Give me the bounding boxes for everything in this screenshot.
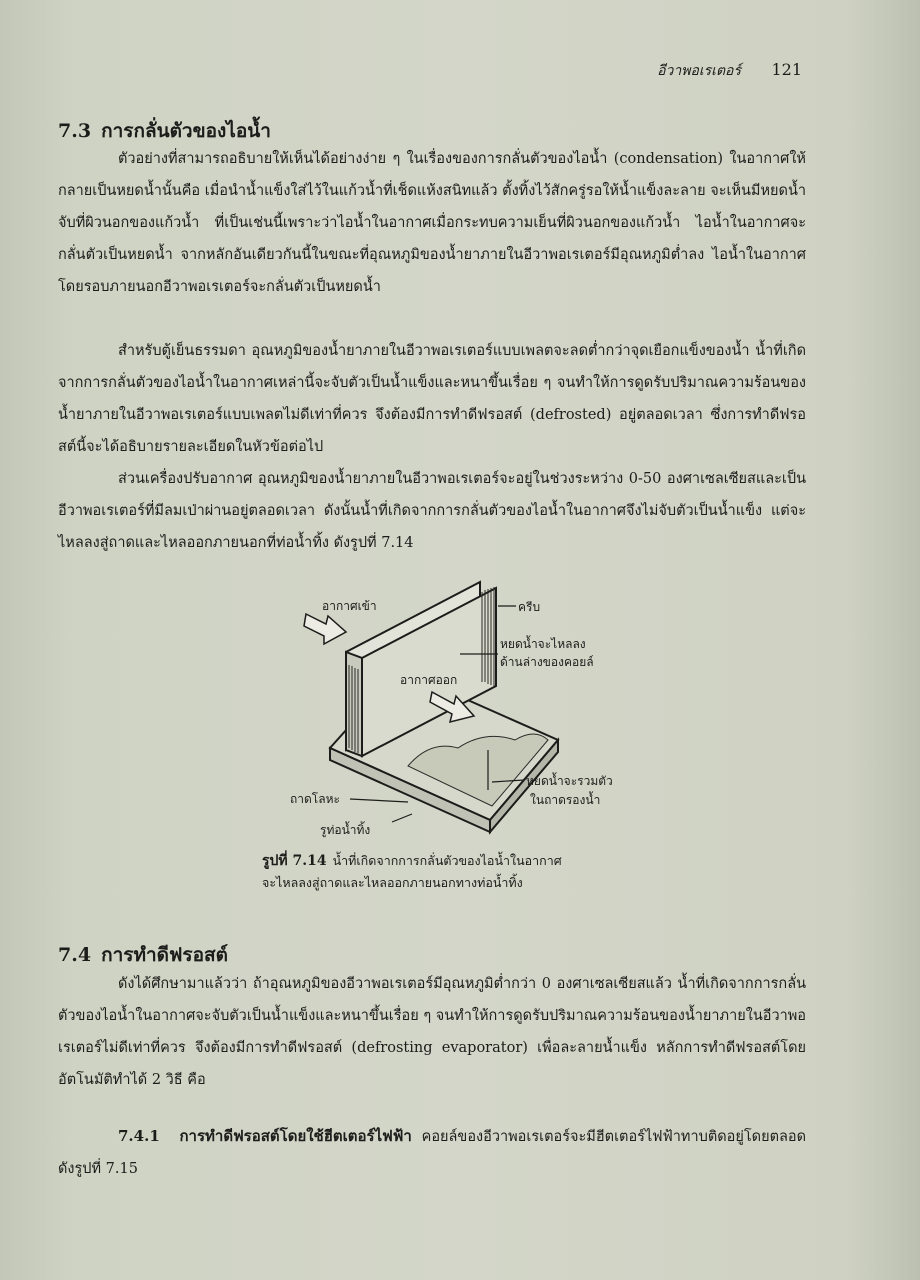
label-air-out: อากาศออก bbox=[400, 673, 458, 687]
paragraph-text: ดังได้ศึกษามาแล้วว่า ถ้าอุณหภูมิของอีวาพอเรเตอร์มีอุณหภูมิต่ำกว่า 0 องศาเซลเซียสแล้ว น้ำที่เกิดจากการกลั่นตัวของไอน้ำในอากาศจะจับตัวเป็นน้ำแข็งและหนาขึ้นเรื่อย ๆ จนทำให้การดูดรับปริมาณความร้อนของน้ำยาภายในอีวาพอเรเตอร์ไม่ดีเท่าที่ควร จึงต้องมีการทำดีฟรอสต์ (defrosting evaporator) เพื่อละลายน้ำแข็ง หลักการทำดีฟรอสต์โดยอัตโนมัติทำได้ 2 วิธี คือ bbox=[58, 976, 806, 1088]
paragraph bbox=[58, 463, 806, 559]
label-collect-line2: ในถาดรองน้ำ bbox=[530, 793, 601, 807]
label-fins: ครีบ bbox=[518, 600, 541, 614]
paragraph-text: ส่วนเครื่องปรับอากาศ อุณหภูมิของน้ำยาภายในอีวาพอเรเตอร์จะอยู่ในช่วงระหว่าง 0-50 องศาเซลเซียสและเป็นอีวาพอเรเตอร์ที่มีลมเป่าผ่านอยู่ตลอดเวลา ดังนั้นน้ำที่เกิดจากการกลั่นตัวของไอน้ำในอากาศจึงไม่จับตัวเป็นน้ำแข็ง แต่จะไหลลงสู่ถาดและไหลออกภายนอกที่ท่อน้ำทิ้ง ดังรูปที่ 7.14 bbox=[58, 471, 806, 551]
label-drip-line1: หยดน้ำจะไหลลง bbox=[500, 637, 586, 651]
subsection-title: การทำดีฟรอสต์โดยใช้ฮีตเตอร์ไฟฟ้า bbox=[179, 1127, 412, 1145]
page-number: 121 bbox=[771, 60, 802, 79]
caption-label: รูปที่ 7.14 bbox=[262, 853, 327, 869]
evaporator-diagram bbox=[280, 570, 640, 840]
section-heading-7-3 bbox=[58, 116, 271, 146]
paragraph-text: สำหรับตู้เย็นธรรมดา อุณหภูมิของน้ำยาภายในอีวาพอเรเตอร์แบบเพลตจะลดต่ำกว่าจุดเยือกแข็งของน้ำ น้ำที่เกิดจากการกลั่นตัวของไอน้ำในอากาศเหล่านี้จะจับตัวเป็นน้ำแข็งและหนาขึ้นเรื่อย ๆ จนทำให้การดูดรับปริมาณความร้อนของน้ำยาภายในอีวาพอเรเตอร์แบบเพลตไม่ดีเท่าที่ควร จึงต้องมีการทำดีฟรอสต์ (defrosted) อยู่ตลอดเวลา ซึ่งการทำดีฟรอสต์นี้จะได้อธิบายรายละเอียดในหัวข้อต่อไป bbox=[58, 343, 806, 455]
paragraph bbox=[58, 335, 806, 463]
paragraph bbox=[58, 143, 806, 303]
section-number: 7.4 bbox=[58, 944, 92, 966]
label-collect-line1: หยดน้ำจะรวมตัว bbox=[526, 774, 613, 788]
subsection-number: 7.4.1 bbox=[118, 1127, 160, 1145]
section-title: การกลั่นตัวของไอน้ำ bbox=[101, 120, 271, 142]
paragraph-text: ตัวอย่างที่สามารถอธิบายให้เห็นได้อย่างง่าย ๆ ในเรื่องของการกลั่นตัวของไอน้ำ (condensation) ในอากาศให้กลายเป็นหยดน้ำนั้นคือ เมื่อนำน้ำแข็งใส่ไว้ในแก้วน้ำที่เช็ดแห้งสนิทแล้ว ตั้งทิ้งไว้สักครู่รอให้น้ำแข็งละลาย จะเห็นมีหยดน้ำจับที่ผิวนอกของแก้วน้ำ ที่เป็นเช่นนี้เพราะว่าไอน้ำในอากาศเมื่อกระทบความเย็นที่ผิวนอกของแก้วน้ำ ไอน้ำในอากาศจะกลั่นตัวเป็นหยดน้ำ จากหลักอันเดียวกันนี้ในขณะที่อุณหภูมิของน้ำยาภายในอีวาพอเรเตอร์มีอุณหภูมิต่ำลง ไอน้ำในอากาศโดยรอบภายนอกอีวาพอเรเตอร์จะกลั่นตัวเป็นหยดน้ำ bbox=[58, 151, 806, 295]
label-metal-tray: ถาดโลหะ bbox=[290, 792, 340, 806]
section-heading-7-4 bbox=[58, 940, 228, 970]
running-header bbox=[657, 60, 802, 82]
label-drip-line2: ด้านล่างของคอยล์ bbox=[500, 655, 594, 669]
running-title: อีวาพอเรเตอร์ bbox=[657, 63, 741, 79]
section-title: การทำดีฟรอสต์ bbox=[101, 944, 228, 966]
caption-line1: น้ำที่เกิดจากการกลั่นตัวของไอน้ำในอากาศ bbox=[332, 853, 562, 868]
label-air-in: อากาศเข้า bbox=[322, 599, 377, 613]
figure-caption bbox=[262, 850, 562, 894]
caption-line2: จะไหลลงสู่ถาดและไหลออกภายนอกทางท่อน้ำทิ้ง bbox=[262, 875, 523, 890]
label-drain-hole: รูท่อน้ำทิ้ง bbox=[320, 823, 371, 837]
section-number: 7.3 bbox=[58, 120, 92, 142]
paragraph bbox=[58, 968, 806, 1096]
subsection-paragraph bbox=[58, 1120, 806, 1185]
subsection-text: คอยล์ของอีวาพอเรเตอร์จะมีฮีตเตอร์ไฟฟ้าทาบติดอยู่โดยตลอด ดังรูปที่ 7.15 bbox=[58, 1129, 807, 1177]
